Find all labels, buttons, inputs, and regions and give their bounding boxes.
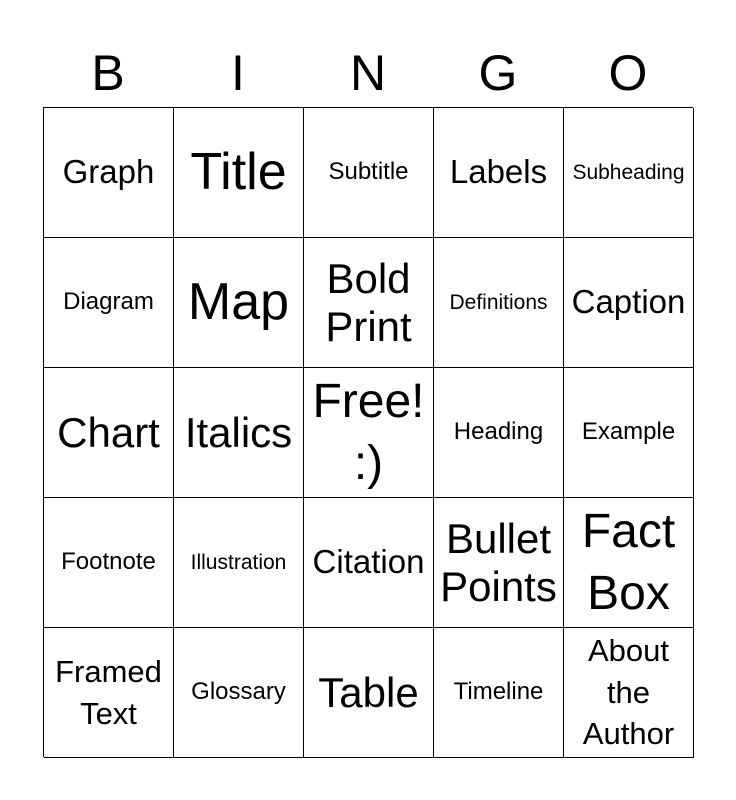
bingo-cell-table[interactable]: Table xyxy=(304,628,434,758)
bingo-cell-about-the-author[interactable]: About the Author xyxy=(564,628,694,758)
bingo-cell-fact-box[interactable]: Fact Box xyxy=(564,498,694,628)
bingo-cell-heading[interactable]: Heading xyxy=(434,368,564,498)
bingo-cell-caption[interactable]: Caption xyxy=(564,238,694,368)
bingo-cell-subheading[interactable]: Subheading xyxy=(564,108,694,238)
bingo-cell-definitions[interactable]: Definitions xyxy=(434,238,564,368)
bingo-cell-glossary[interactable]: Glossary xyxy=(174,628,304,758)
header-letter-n: N xyxy=(349,45,387,101)
bingo-cell-citation[interactable]: Citation xyxy=(304,498,434,628)
bingo-cell-title[interactable]: Title xyxy=(174,108,304,238)
bingo-card-grid xyxy=(43,107,693,757)
bingo-cell-bullet-points[interactable]: Bullet Points xyxy=(434,498,564,628)
bingo-cell-diagram[interactable]: Diagram xyxy=(44,238,174,368)
bingo-header xyxy=(43,40,693,106)
bingo-cell-chart[interactable]: Chart xyxy=(44,368,174,498)
bingo-cell-illustration[interactable]: Illustration xyxy=(174,498,304,628)
bingo-cell-labels[interactable]: Labels xyxy=(434,108,564,238)
bingo-cell-timeline[interactable]: Timeline xyxy=(434,628,564,758)
bingo-cell-italics[interactable]: Italics xyxy=(174,368,304,498)
header-letter-b: B xyxy=(91,45,125,101)
bingo-cell-framed-text[interactable]: Framed Text xyxy=(44,628,174,758)
bingo-cell-map[interactable]: Map xyxy=(174,238,304,368)
header-letter-o: O xyxy=(608,45,648,101)
bingo-cell-graph[interactable]: Graph xyxy=(44,108,174,238)
bingo-cell-subtitle[interactable]: Subtitle xyxy=(304,108,434,238)
header-letter-i: I xyxy=(231,45,245,101)
bingo-cell-example[interactable]: Example xyxy=(564,368,694,498)
bingo-cell-free-space[interactable]: Free! :) xyxy=(304,368,434,498)
header-letter-g: G xyxy=(478,45,518,101)
bingo-cell-footnote[interactable]: Footnote xyxy=(44,498,174,628)
bingo-cell-bold-print[interactable]: Bold Print xyxy=(304,238,434,368)
